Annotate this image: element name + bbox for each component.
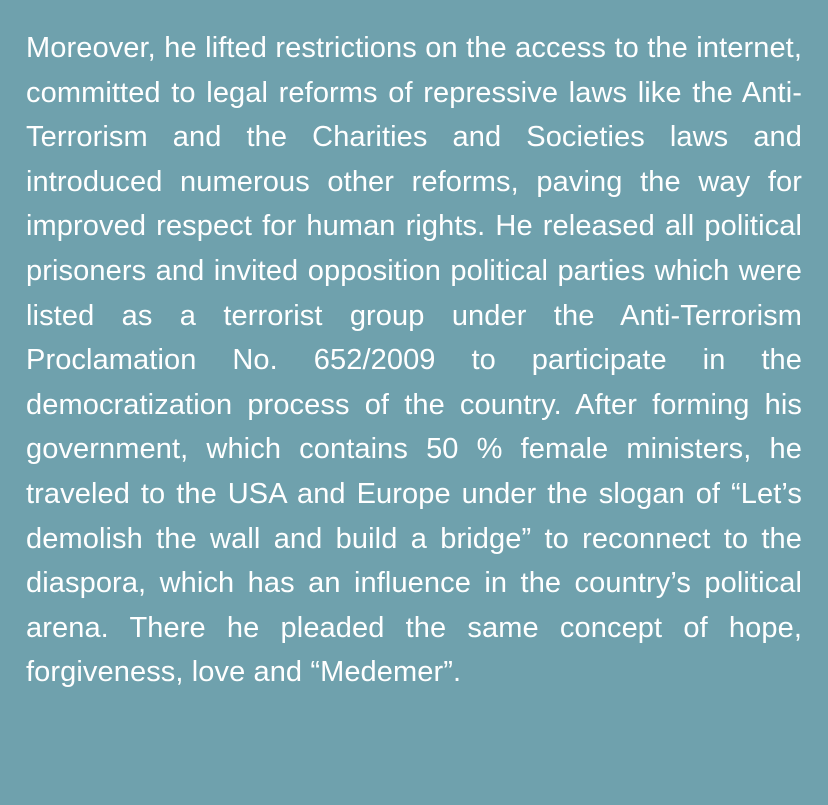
- body-paragraph: Moreover, he lifted restrictions on the access to the internet, committed to legal reforms of repressive laws like the Anti-Terrorism and the Charities and Societies laws and introduced numerous other reforms, paving the way for improved respect for human rights. He released all political prisoners and invited opposition political parties which were listed as a terrorist group under the Anti-Terrorism Proclamation No. 652/2009 to participate in the democratization process of the country. After forming his government, which contains 50 % female ministers, he traveled to the USA and Europe under the slogan of “Let’s demolish the wall and build a bridge” to reconnect to the diaspora, which has an influence in the country’s political arena. There he pleaded the same concept of hope, forgiveness, love and “Medemer”.: [26, 32, 802, 689]
